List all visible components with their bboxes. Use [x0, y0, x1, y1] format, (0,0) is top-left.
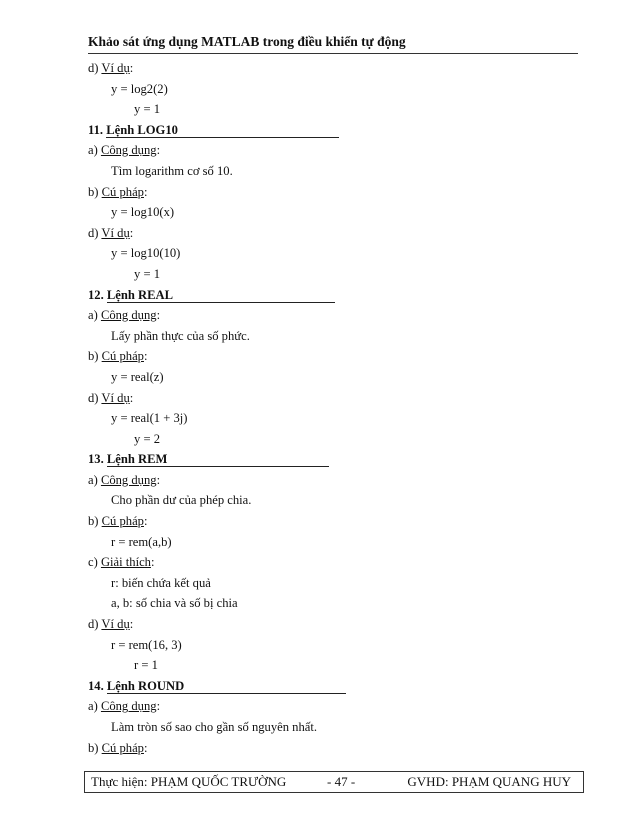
- footer-advisor: GVHD: PHẠM QUANG HUY: [407, 774, 571, 789]
- code-line: r = rem(16, 3): [111, 637, 182, 652]
- subheading-function: a) Công dụng:: [88, 472, 161, 487]
- subheading-example: d) Ví dụ:: [88, 390, 134, 405]
- code-line: y = log10(10): [111, 246, 181, 261]
- explain-text: a, b: số chia và số bị chia: [111, 596, 238, 611]
- code-line: y = real(z): [111, 369, 164, 384]
- subheading-syntax: b) Cú pháp:: [88, 514, 148, 529]
- function-text: Làm tròn số sao cho gần số nguyên nhất.: [111, 720, 318, 734]
- explain-text: r: biến chứa kết quả: [111, 575, 211, 590]
- code-line: y = log10(x): [111, 205, 175, 220]
- section-heading-round: 14. Lệnh ROUND: [88, 676, 578, 697]
- subheading-example: d) Ví dụ:: [88, 617, 134, 632]
- subheading-function: a) Công dụng:: [88, 308, 161, 323]
- subheading-syntax: b) Cú pháp:: [88, 184, 148, 199]
- subheading-syntax: b) Cú pháp:: [88, 349, 148, 364]
- code-result: y = 1: [134, 266, 160, 281]
- section-heading-log10: 11. Lệnh LOG10: [88, 120, 578, 141]
- code-result: y = 2: [134, 431, 160, 446]
- function-text: Lấy phần thực của số phức.: [111, 328, 250, 343]
- code-line: y = log2(2): [111, 81, 168, 96]
- subheading-explain: c) Giải thích:: [88, 555, 155, 570]
- page-header: [88, 34, 578, 54]
- subheading-syntax: b) Cú pháp:: [88, 740, 148, 755]
- subheading-example: d) Ví dụ:: [88, 225, 134, 240]
- section-heading-rem: 13. Lệnh REM: [88, 449, 578, 470]
- subheading-function: a) Công dụng:: [88, 699, 161, 714]
- function-text: Tìm logarithm cơ số 10.: [111, 163, 233, 178]
- subheading-function: a) Công dụng:: [88, 143, 161, 158]
- page-content: [88, 58, 578, 758]
- code-line: y = real(1 + 3j): [111, 411, 188, 426]
- code-line: r = rem(a,b): [111, 534, 172, 549]
- code-result: y = 1: [134, 102, 160, 117]
- section-heading-real: 12. Lệnh REAL: [88, 285, 578, 306]
- function-text: Cho phần dư của phép chia.: [111, 493, 252, 508]
- page-footer: [84, 771, 584, 793]
- subheading-example: d) Ví dụ:: [88, 61, 134, 75]
- footer-author: Thực hiện: PHẠM QUỐC TRƯỜNG: [91, 774, 287, 789]
- page-number: - 47 -: [327, 774, 356, 789]
- document-title: Khảo sát ứng dụng MATLAB trong điều khiển tự động: [88, 34, 406, 49]
- code-result: r = 1: [134, 658, 158, 673]
